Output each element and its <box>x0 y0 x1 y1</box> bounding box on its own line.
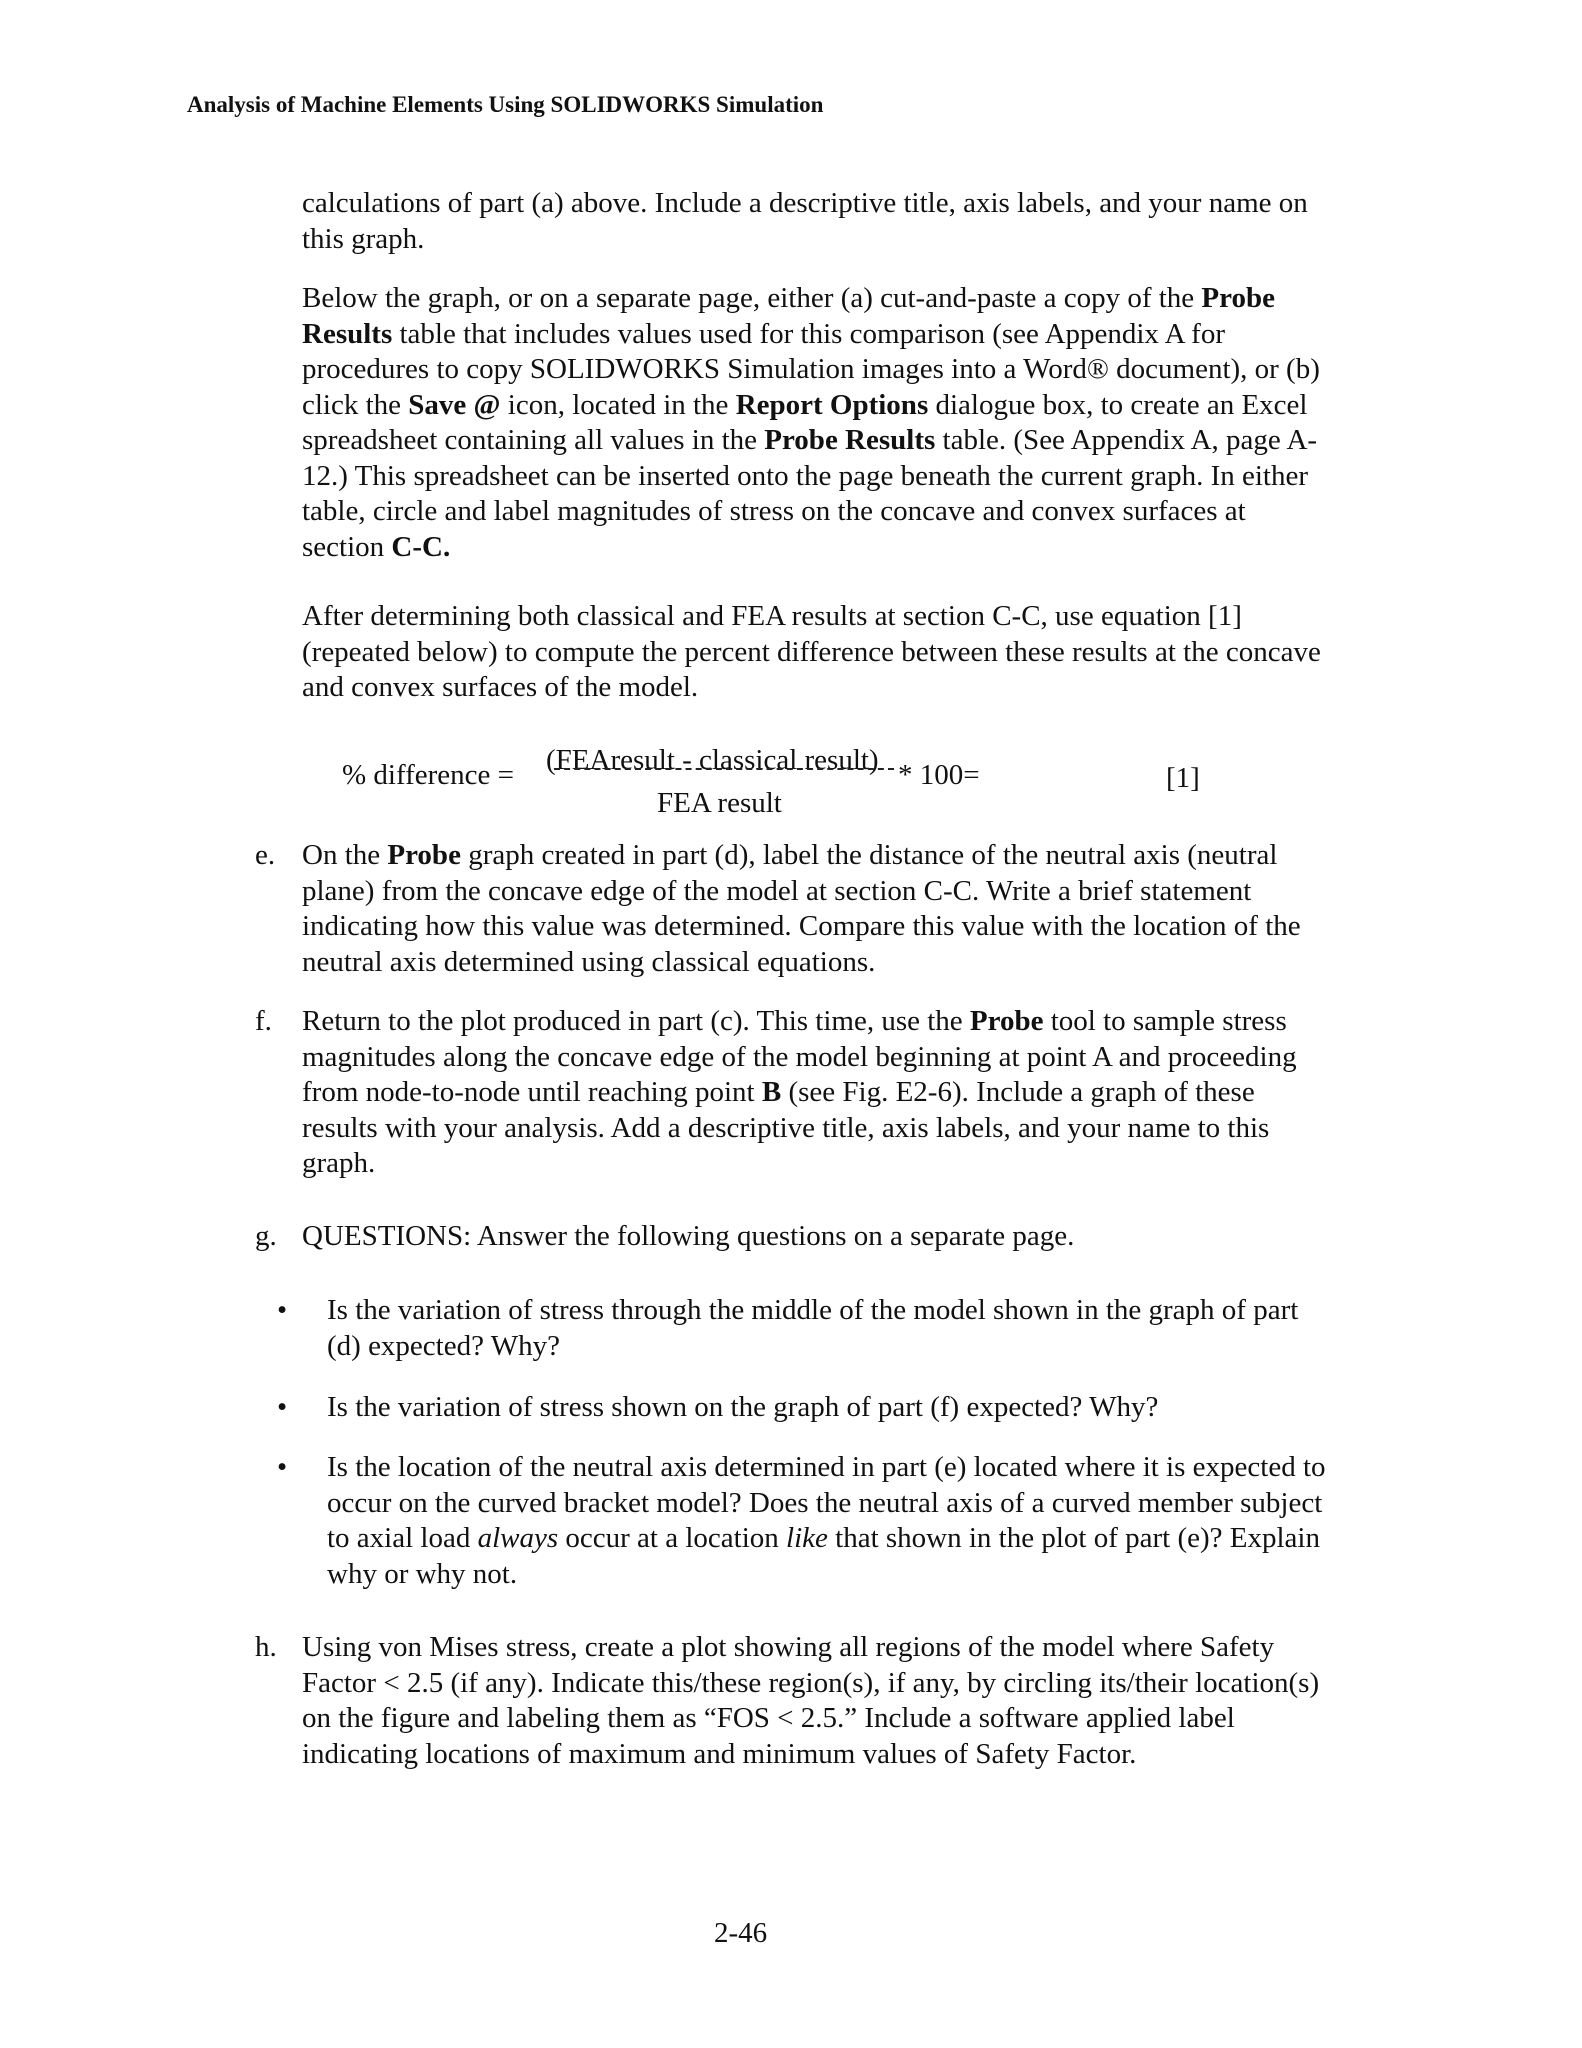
bullet3-t5: that shown in the plot of part (e)? Explain why or why not. <box>327 1522 1320 1590</box>
save-icon-reference: Save @ <box>408 388 501 421</box>
intro-paragraph-2 <box>302 281 1322 565</box>
bullet-text-2: Is the variation of stress shown on the graph of part (f) expected? Why? <box>327 1391 1159 1423</box>
page-number: 2-46 <box>714 1917 768 1949</box>
p2-text-a: Below the graph, or on a separate page, either (a) cut-and-paste a copy of the <box>302 282 1202 314</box>
probe-results-term-2: Probe Results <box>764 424 936 456</box>
intro-p1-text: calculations of part (a) above. Include a descriptive title, axis labels, and your name on this graph. <box>302 187 1308 255</box>
point-b-term: B <box>761 1076 782 1108</box>
item-text-h: Using von Mises stress, create a plot showing all regions of the model where Safety Factor < 2.5 (if any). Indicate this/these region(s), if any, by circling its/their location(s) on the figure and labeling them as “FOS < 2.5.” Include a software applied label indicating locations of maximum and minimum values of Safety Factor. <box>302 1631 1320 1770</box>
section-cc-term: C-C. <box>391 530 451 563</box>
question-bullet-1 <box>277 1293 1327 1364</box>
p2-text-g: dialogue box, to create an Excel spreadsheet containing all values in the <box>302 388 1308 456</box>
item-label-e: e. <box>255 839 276 871</box>
list-item-f <box>255 1004 1325 1182</box>
equation-denominator: FEA result <box>657 787 782 819</box>
intro-paragraph-1 <box>302 186 1322 257</box>
intro-p3-text: After determining both classical and FEA results at section C-C, use equation [1] (repeated below) to compute the percent difference between these results at the concave and convex surfaces of the model. <box>302 600 1321 703</box>
item-label-h: h. <box>255 1631 277 1663</box>
p2-text-i: table. (See Appendix A, page A-12.) This spreadsheet can be inserted onto the page beneath the current graph. In either table, circle and label magnitudes of stress on the concave and convex surfaces at section <box>302 424 1318 563</box>
intro-paragraph-3 <box>302 599 1322 706</box>
item-e-t1: On the <box>302 839 388 871</box>
report-options-term: Report Options <box>735 388 929 421</box>
item-e-t3: graph created in part (d), label the distance of the neutral axis (neutral plane) from the concave edge of the model at section C-C. Write a brief statement indicating how this value was determined. Compare this value with the location of the neutral axis determined using classical equations. <box>302 839 1301 978</box>
list-item-h <box>255 1630 1325 1772</box>
bullet-symbol: • <box>277 1391 288 1423</box>
bullet3-t3: occur at a location <box>558 1522 787 1554</box>
item-f-t3: tool to sample stress magnitudes along the concave edge of the model beginning at point A and proceeding from node-to-node until reaching point <box>302 1005 1297 1108</box>
question-bullet-3 <box>277 1450 1327 1592</box>
probe-term-2: Probe <box>969 1005 1044 1037</box>
list-item-e <box>255 838 1325 980</box>
item-text-g: QUESTIONS: Answer the following questions on a separate page. <box>302 1220 1075 1252</box>
equation-lhs: % difference = <box>342 759 515 791</box>
bullet3-t1: Is the location of the neutral axis determined in part (e) located where it is expected to occur on the curved bracket model? Does the neutral axis of a curved member subject to axial load <box>327 1451 1326 1554</box>
probe-results-term: Probe Results <box>302 282 1275 350</box>
like-emphasis: like <box>786 1522 828 1554</box>
bullet-symbol: • <box>277 1294 288 1326</box>
item-text-e <box>302 838 1322 980</box>
equation-number: [1] <box>1166 762 1200 794</box>
bullet-symbol: • <box>277 1451 288 1483</box>
p2-text-c: table that includes values used for this comparison (see Appendix A for procedures to copy SOLIDWORKS Simulation images into a Word® document), or (b) click the <box>302 317 1320 421</box>
always-emphasis: always <box>477 1522 559 1554</box>
bullet-text-1: Is the variation of stress through the middle of the model shown in the graph of part (d) expected? Why? <box>327 1294 1299 1362</box>
list-item-g <box>255 1219 1325 1255</box>
item-label-f: f. <box>255 1005 272 1037</box>
running-header: Analysis of Machine Elements Using SOLIDWORKS Simulation <box>187 92 824 117</box>
equation-numerator: (FEAresult - classical result) <box>546 744 879 776</box>
fraction-bar <box>554 768 894 770</box>
equation-multiplier: * 100= <box>898 759 980 791</box>
bullet-text-3 <box>327 1450 1327 1592</box>
item-f-t5: (see Fig. E2-6). Include a graph of these results with your analysis. Add a descriptive title, axis labels, and your name to this graph. <box>302 1076 1270 1179</box>
item-label-g: g. <box>255 1220 277 1252</box>
probe-term: Probe <box>387 839 461 871</box>
question-bullet-2 <box>277 1390 1327 1426</box>
item-text-f <box>302 1004 1322 1182</box>
item-f-t1: Return to the plot produced in part (c). This time, use the <box>302 1005 970 1037</box>
p2-text-e: icon, located in the <box>500 388 736 421</box>
